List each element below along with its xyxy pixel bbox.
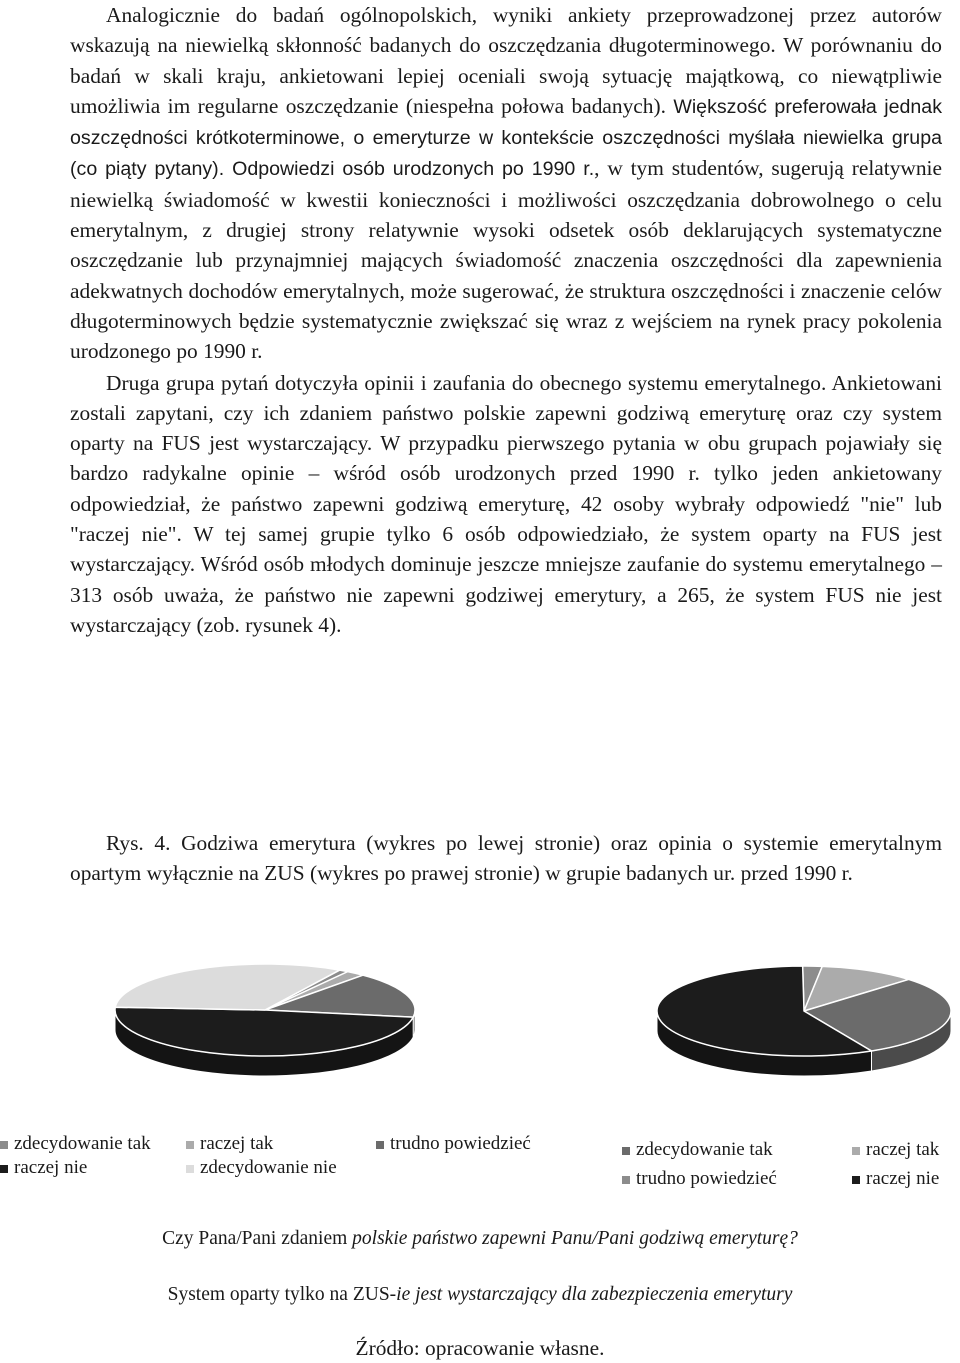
legend-swatch	[186, 1141, 194, 1149]
legend-item	[852, 1139, 956, 1161]
body-text	[70, 0, 942, 640]
legend-left-row2	[0, 1157, 386, 1179]
legend-label: raczej nie	[866, 1168, 940, 1189]
legend-item	[622, 1168, 852, 1190]
legend-item	[186, 1133, 376, 1155]
legend-item	[622, 1139, 852, 1161]
legend-item	[0, 1133, 186, 1155]
legend-label: zdecydowanie tak	[636, 1139, 773, 1160]
question-2-italic: ie jest wystarczający dla zabezpieczenia emerytury	[396, 1284, 793, 1305]
source-note: Źródło: opracowanie własne.	[355, 1336, 605, 1360]
question-1-plain: Czy Pana/Pani zdaniem	[162, 1228, 353, 1249]
legend-left-row1	[0, 1133, 576, 1155]
paragraph-segment: , w tym studentów, sugerują relatywnie niewielką świadomość w kwestii konieczności i możliwości oszczędzania dobrowolnego o celu emerytalnym, z drugiej strony relatywnie wysoki odsetek osób deklarujących systematyczne oszczędzanie lub przynajmniej mających świadomość znaczenia oszczędności dla zapewnienia adekwatnych dochodów emerytalnych, może sugerować, że struktura oszczędności i znaczenie celów długoterminowych będzie systematycznie zwiększać się wraz z wejściem na rynek pracy pokolenia urodzonego po 1990 r.	[70, 156, 942, 364]
legend-swatch	[186, 1165, 194, 1173]
legend-item	[0, 1157, 186, 1179]
paragraph	[70, 368, 942, 641]
legend-item	[376, 1133, 576, 1155]
paragraph	[70, 0, 942, 367]
legend-swatch	[622, 1176, 630, 1184]
question-2-plain: System oparty tylko na ZUS-	[167, 1284, 397, 1305]
legend-swatch	[0, 1141, 8, 1149]
legend-label: raczej tak	[866, 1139, 940, 1160]
legend-swatch	[376, 1141, 384, 1149]
question-1-italic: polskie państwo zapewni Panu/Pani godziwą emeryturę?	[352, 1228, 798, 1249]
question-1	[0, 1226, 960, 1252]
legend-swatch	[852, 1176, 860, 1184]
legend-item	[186, 1157, 386, 1179]
paragraph-segment: Analogicznie do badań ogólnopolskich, wyniki ankiety przeprowadzonej przez autorów wskazują na niewielką skłonność badanych do oszczędzania długoterminowego. W porównaniu do badań w skali kraju, ankietowani lepiej oceniali swoją sytuację majątkową, co niewątpliwie umożliwia im regularne oszczędzanie (niespełna połowa badanych).	[70, 3, 942, 118]
legend-label: trudno powiedzieć	[390, 1133, 531, 1154]
legend-label: raczej tak	[200, 1133, 274, 1154]
figure-pie-charts	[0, 955, 960, 1105]
legend-swatch	[852, 1147, 860, 1155]
legend-label: zdecydowanie nie	[200, 1157, 337, 1178]
legend-right-row2	[622, 1168, 956, 1190]
question-2	[0, 1282, 960, 1308]
paragraph-segment: Większość preferowała jednak oszczędności krótkoterminowe, o emeryturze w kontekście oszczędności myślała niewielka grupa (co piąty pytany). Odpowiedzi osób urodzonych po 1990 r.	[70, 95, 942, 181]
paragraph-segment: Druga grupa pytań dotyczyła opinii i zaufania do obecnego systemu emerytalnego. Ankietowani zostali zapytani, czy ich zdaniem państwo polskie zapewni godziwą emeryturę oraz czy system oparty na FUS jest wystarczający. W przypadku pierwszego pytania w obu grupach pojawiały się bardzo radykalne opinie – wśród osób urodzonych przed 1990 r. tylko jeden ankietowany odpowiedział, że państwo zapewni godziwą emeryturę, 42 osoby wybrały odpowiedź "nie" lub "raczej nie". W tej samej grupie tylko 6 osób odpowiedziało, że system oparty na FUS jest wystarczający. Wśród osób młodych dominuje jeszcze mniejsze zaufanie do systemu emerytalnego – 313 osób uważa, że państwo nie zapewni godziwej emerytury, a 265, że system FUS nie jest wystarczający (zob. rysunek 4).	[70, 370, 942, 637]
legend-swatch	[0, 1165, 8, 1173]
figure-caption: Rys. 4. Godziwa emerytura (wykres po lewej stronie) oraz opinia o systemie emerytalnym opartym wyłącznie na ZUS (wykres po prawej stronie) w grupie badanych ur. przed 1990 r.	[70, 831, 942, 885]
legend-label: raczej nie	[14, 1157, 88, 1178]
legend-label: trudno powiedzieć	[636, 1168, 777, 1189]
legend-right-row1	[622, 1139, 956, 1161]
legend-item	[852, 1168, 956, 1190]
legend-swatch	[622, 1147, 630, 1155]
legend-label: zdecydowanie tak	[14, 1133, 151, 1154]
